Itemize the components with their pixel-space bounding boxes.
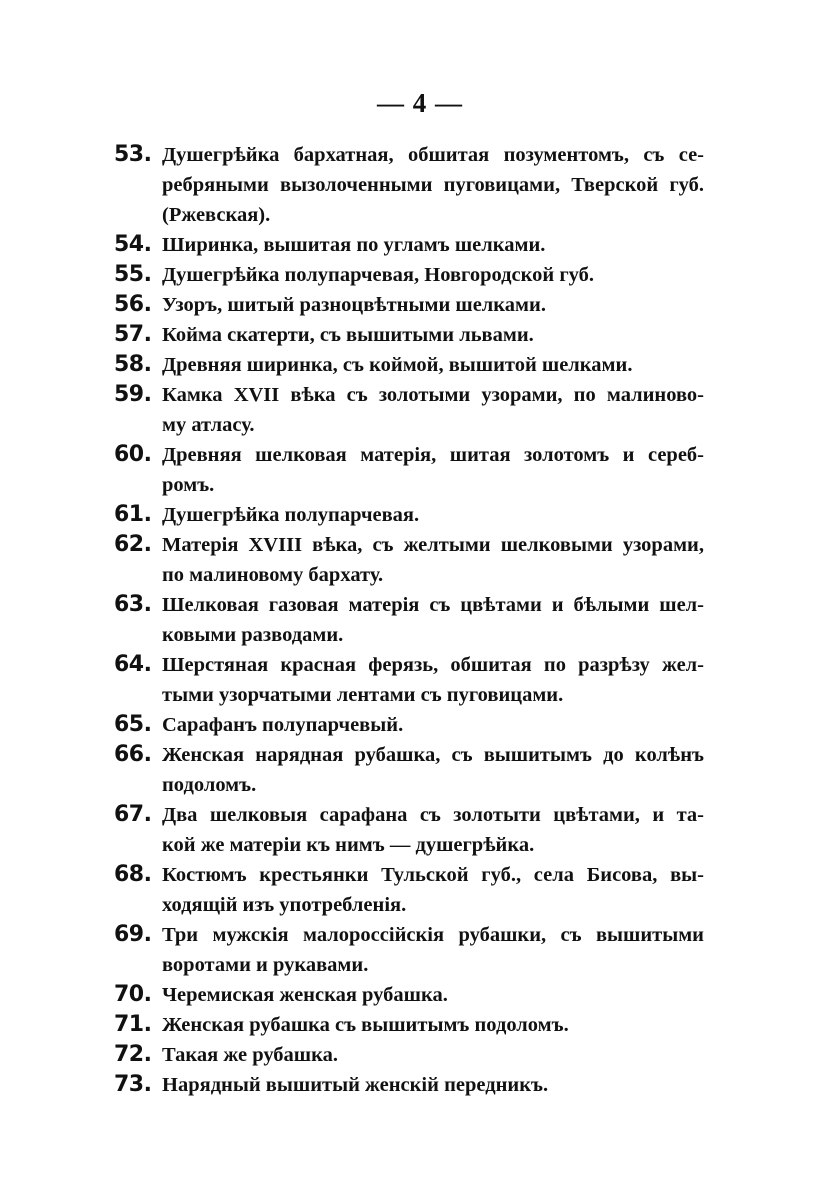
catalog-entry [114,260,704,290]
entry-number: 55. [114,262,152,287]
catalog-entry [114,230,704,260]
catalog-entry [114,440,704,500]
entry-line: Древняя шелковая матерія, шитая золотомъ и сереб- [162,444,704,466]
entry-text [162,380,704,440]
entry-line: Койма скатерти, съ вышитыми львами. [162,324,534,346]
entry-line: кой же матеріи къ нимъ — душегрѣйка. [162,834,535,856]
entry-text [162,350,704,380]
entry-number: 68. [114,862,152,887]
entry-number: 53. [114,142,152,167]
catalog-entry [114,740,704,800]
entry-line: Костюмъ крестьянки Тульской губ., села Бисова, вы- [162,864,704,886]
entry-line: Женская рубашка съ вышитымъ подоломъ. [162,1014,569,1036]
entry-line: Шелковая газовая матерія съ цвѣтами и бѣлыми шел- [162,594,704,616]
entry-number: 58. [114,352,152,377]
entry-text [162,920,704,980]
entry-number: 65. [114,712,152,737]
entry-line: ромъ. [162,474,215,496]
entry-text [162,440,704,500]
entry-text [162,650,704,710]
entry-number: 72. [114,1042,152,1067]
catalog-entry [114,530,704,590]
entry-number: 71. [114,1012,152,1037]
entry-line: Узоръ, шитый разноцвѣтными шелками. [162,294,546,316]
catalog-entry [114,380,704,440]
entry-number: 57. [114,322,152,347]
entry-text [162,320,704,350]
entry-line: тыми узорчатыми лентами съ пуговицами. [162,684,564,706]
entry-text [162,1010,704,1040]
entry-text [162,1040,704,1070]
catalog-entry [114,590,704,650]
entry-number: 60. [114,442,152,467]
entry-line: воротами и рукавами. [162,954,369,976]
entry-line: му атласу. [162,414,255,436]
entry-number: 66. [114,742,152,767]
entry-text [162,740,704,800]
entry-line: Душегрѣйка полупарчевая, Новгородской губ. [162,264,595,286]
entry-text [162,530,704,590]
entry-line: Матерія XVIII вѣка, съ желтыми шелковыми узорами, [162,534,704,556]
catalog-entry [114,650,704,710]
entry-number: 70. [114,982,152,1007]
entry-line: Сарафанъ полупарчевый. [162,714,404,736]
entry-number: 54. [114,232,152,257]
entry-text [162,500,704,530]
catalog-entry [114,320,704,350]
catalog-entry [114,350,704,380]
page-number-header: — 4 — [377,88,463,118]
entry-line: Ширинка, вышитая по угламъ шелками. [162,234,546,256]
entry-text [162,1070,704,1100]
entry-line: Камка XVII вѣка съ золотыми узорами, по малиново- [162,384,704,406]
entry-line: ребряными вызолоченными пуговицами, Тверской губ. [162,174,704,196]
catalog-entry [114,290,704,320]
catalog-entry [114,1010,704,1040]
entry-number: 61. [114,502,152,527]
catalog-entry [114,920,704,980]
entry-text [162,290,704,320]
entry-number: 67. [114,802,152,827]
catalog-entry [114,860,704,920]
entry-number: 59. [114,382,152,407]
entry-line: Шерстяная красная ферязь, обшитая по разрѣзу жел- [162,654,704,676]
entry-number: 73. [114,1072,152,1097]
catalog-list [114,140,704,1100]
catalog-entry [114,1040,704,1070]
entry-text [162,800,704,860]
entry-number: 64. [114,652,152,677]
entry-text [162,710,704,740]
catalog-entry [114,980,704,1010]
catalog-entry [114,1070,704,1100]
entry-line: по малиновому бархату. [162,564,384,586]
entry-line: Такая же рубашка. [162,1044,338,1066]
entry-line: Душегрѣйка полупарчевая. [162,504,420,526]
entry-line: Нарядный вышитый женскій передникъ. [162,1074,549,1096]
entry-text [162,260,704,290]
catalog-entry [114,710,704,740]
entry-line: Древняя ширинка, съ коймой, вышитой шелками. [162,354,633,376]
entry-line: ходящій изъ употребленія. [162,894,407,916]
entry-line: Черемиская женская рубашка. [162,984,448,1006]
catalog-entry [114,500,704,530]
entry-text [162,860,704,920]
entry-text [162,980,704,1010]
entry-text [162,590,704,650]
entry-number: 56. [114,292,152,317]
entry-text [162,140,704,230]
entry-line: подоломъ. [162,774,257,796]
entry-line: Женская нарядная рубашка, съ вышитымъ до колѣнъ [162,744,704,766]
entry-text [162,230,704,260]
entry-number: 62. [114,532,152,557]
entry-number: 63. [114,592,152,617]
entry-line: (Ржевская). [162,204,271,226]
entry-line: ковыми разводами. [162,624,344,646]
catalog-entry [114,140,704,230]
entry-line: Два шелковыя сарафана съ золотыти цвѣтами, и та- [162,804,704,826]
entry-line: Душегрѣйка бархатная, обшитая позументомъ, съ се- [162,144,704,166]
entry-number: 69. [114,922,152,947]
entry-line: Три мужскія малороссійскія рубашки, съ вышитыми [162,924,704,946]
catalog-entry [114,800,704,860]
